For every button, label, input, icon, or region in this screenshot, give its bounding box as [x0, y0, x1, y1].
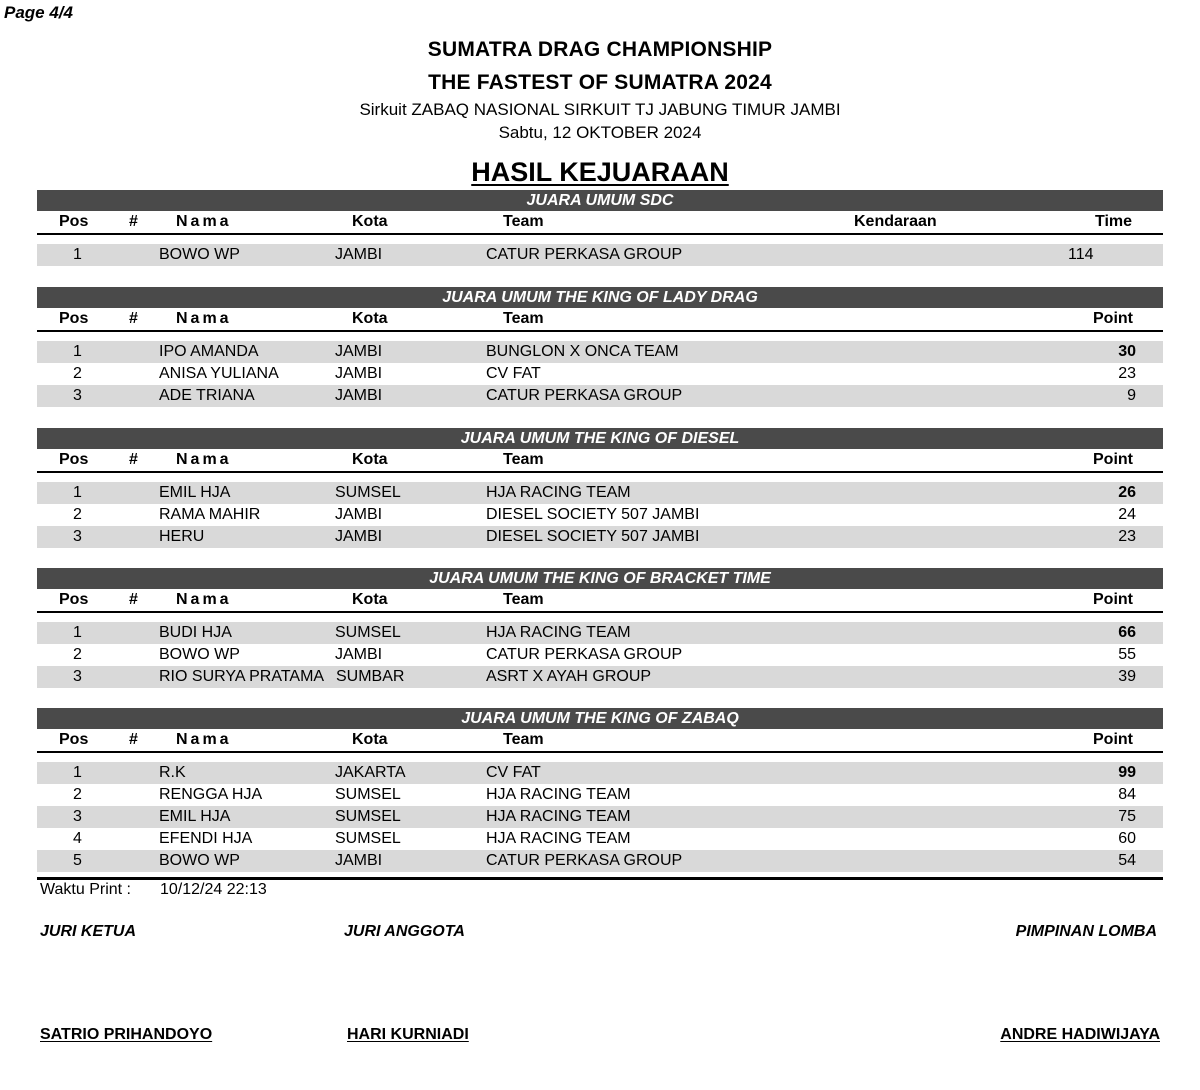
row-nama: BOWO WP	[159, 852, 240, 869]
row-point: 30	[1118, 343, 1136, 360]
section-title: JUARA UMUM THE KING OF DIESEL	[37, 428, 1163, 449]
section-juara-umum-sdc	[37, 190, 1163, 266]
row-kota: SUMSEL	[335, 786, 401, 803]
section-title: JUARA UMUM THE KING OF ZABAQ	[37, 708, 1163, 729]
event-date: Sabtu, 12 OKTOBER 2024	[498, 123, 702, 142]
table-row: 5 BOWO WP JAMBI CATUR PERKASA GROUP 54	[37, 850, 1163, 872]
section-bracket-time	[37, 568, 1163, 688]
row-kota: SUMSEL	[335, 830, 401, 847]
col-pos: Pos	[59, 310, 89, 327]
col-kota: Kota	[352, 213, 388, 230]
table-row: 3 HERU JAMBI DIESEL SOCIETY 507 JAMBI 23	[37, 526, 1163, 548]
row-kota: JAMBI	[335, 365, 383, 382]
row-team: CATUR PERKASA GROUP	[486, 852, 683, 869]
col-hash: #	[129, 213, 138, 230]
col-point: Point	[1093, 591, 1133, 608]
row-point: 23	[1118, 365, 1136, 382]
row-nama: EFENDI HJA	[159, 830, 253, 847]
row-team: CATUR PERKASA GROUP	[486, 246, 683, 263]
row-team: HJA RACING TEAM	[486, 830, 631, 847]
section-title: JUARA UMUM THE KING OF LADY DRAG	[37, 287, 1163, 308]
row-time: 114	[1068, 246, 1094, 263]
col-point: Point	[1093, 310, 1133, 327]
col-hash: #	[129, 731, 138, 748]
row-nama: RAMA MAHIR	[159, 506, 261, 523]
row-nama: R.K	[159, 764, 186, 781]
section-lady-drag	[37, 287, 1163, 407]
column-header	[37, 449, 1163, 473]
row-team: DIESEL SOCIETY 507 JAMBI	[486, 506, 700, 523]
table-row: 3 EMIL HJA SUMSEL HJA RACING TEAM 75	[37, 806, 1163, 828]
signatory-juri-anggota: HARI KURNIADI	[347, 1026, 469, 1043]
col-nama: Nama	[176, 310, 232, 327]
row-team: CV FAT	[486, 365, 541, 382]
table-row: 1 EMIL HJA SUMSEL HJA RACING TEAM 26	[37, 482, 1163, 504]
col-kota: Kota	[352, 731, 388, 748]
col-pos: Pos	[59, 591, 89, 608]
row-point: 26	[1118, 484, 1136, 501]
table-row: 2 ANISA YULIANA JAMBI CV FAT 23	[37, 363, 1163, 385]
row-kota: SUMSEL	[335, 808, 401, 825]
col-team: Team	[503, 451, 544, 468]
row-nama: BOWO WP	[159, 246, 240, 263]
row-team: HJA RACING TEAM	[486, 786, 631, 803]
col-pos: Pos	[59, 731, 89, 748]
row-kota: JAMBI	[335, 852, 383, 869]
row-nama: BUDI HJA	[159, 624, 232, 641]
row-nama: ADE TRIANA	[159, 387, 255, 404]
table-row: 2 RENGGA HJA SUMSEL HJA RACING TEAM 84	[37, 784, 1163, 806]
section-title: JUARA UMUM SDC	[37, 190, 1163, 211]
signatory-pimpinan-lomba: ANDRE HADIWIJAYA	[1000, 1026, 1160, 1043]
col-kota: Kota	[352, 310, 388, 327]
event-subtitle: THE FASTEST OF SUMATRA 2024	[428, 71, 772, 94]
row-point: 99	[1118, 764, 1136, 781]
col-team: Team	[503, 310, 544, 327]
col-team: Team	[503, 591, 544, 608]
table-row: 1 BOWO WP JAMBI CATUR PERKASA GROUP 114	[37, 244, 1163, 266]
row-kota: JAMBI	[335, 506, 383, 523]
row-team: ASRT X AYAH GROUP	[486, 668, 652, 685]
row-kota: JAMBI	[335, 246, 383, 263]
row-nama: HERU	[159, 528, 205, 545]
row-kota: JAMBI	[335, 528, 383, 545]
col-nama: Nama	[176, 213, 232, 230]
col-hash: #	[129, 451, 138, 468]
column-header	[37, 589, 1163, 613]
col-time: Time	[1095, 213, 1133, 230]
role-juri-ketua: JURI KETUA	[40, 923, 137, 940]
section-zabaq	[37, 708, 1163, 872]
row-nama: BOWO WP	[159, 646, 240, 663]
role-pimpinan-lomba: PIMPINAN LOMBA	[1015, 923, 1157, 940]
row-point: 54	[1118, 852, 1136, 869]
circuit-name: Sirkuit ZABAQ NASIONAL SIRKUIT TJ JABUNG TIMUR JAMBI	[359, 100, 841, 119]
row-point: 60	[1118, 830, 1136, 847]
row-team: CATUR PERKASA GROUP	[486, 646, 683, 663]
section-title: JUARA UMUM THE KING OF BRACKET TIME	[37, 568, 1163, 589]
row-point: 66	[1118, 624, 1136, 641]
signatory-juri-ketua: SATRIO PRIHANDOYO	[40, 1026, 213, 1043]
row-kota: JAMBI	[335, 343, 383, 360]
row-nama: IPO AMANDA	[159, 343, 259, 360]
row-nama: ANISA YULIANA	[159, 365, 279, 382]
row-point: 75	[1118, 808, 1136, 825]
col-kota: Kota	[352, 591, 388, 608]
row-point: 9	[1127, 387, 1136, 404]
col-nama: Nama	[176, 451, 232, 468]
row-team: BUNGLON X ONCA TEAM	[486, 343, 679, 360]
table-row: 1 BUDI HJA SUMSEL HJA RACING TEAM 66	[37, 622, 1163, 644]
row-kota: SUMBAR	[336, 668, 405, 685]
section-diesel	[37, 428, 1163, 548]
col-pos: Pos	[59, 451, 89, 468]
column-header	[37, 729, 1163, 753]
row-nama: RIO SURYA PRATAMA	[159, 668, 325, 685]
table-row: 1 R.K JAKARTA CV FAT 99	[37, 762, 1163, 784]
col-hash: #	[129, 310, 138, 327]
row-point: 24	[1118, 506, 1136, 523]
column-header	[37, 211, 1163, 235]
row-kota: SUMSEL	[335, 624, 401, 641]
row-kota: SUMSEL	[335, 484, 401, 501]
row-team: CATUR PERKASA GROUP	[486, 387, 683, 404]
table-row: 1 IPO AMANDA JAMBI BUNGLON X ONCA TEAM 30	[37, 341, 1163, 363]
row-point: 55	[1118, 646, 1136, 663]
event-title: SUMATRA DRAG CHAMPIONSHIP	[427, 38, 773, 61]
col-point: Point	[1093, 451, 1133, 468]
row-kota: JAMBI	[335, 646, 383, 663]
row-point: 84	[1118, 786, 1136, 803]
row-nama: EMIL HJA	[159, 484, 231, 501]
row-team: DIESEL SOCIETY 507 JAMBI	[486, 528, 700, 545]
row-team: HJA RACING TEAM	[486, 484, 631, 501]
table-row: 2 BOWO WP JAMBI CATUR PERKASA GROUP 55	[37, 644, 1163, 666]
column-header	[37, 308, 1163, 332]
row-team: HJA RACING TEAM	[486, 624, 631, 641]
table-row: 4 EFENDI HJA SUMSEL HJA RACING TEAM 60	[37, 828, 1163, 850]
footer-divider	[37, 877, 1163, 880]
row-nama: RENGGA HJA	[159, 786, 263, 803]
col-nama: Nama	[176, 731, 232, 748]
print-time: 10/12/24 22:13	[160, 881, 267, 898]
col-point: Point	[1093, 731, 1133, 748]
table-row: 3 RIO SURYA PRATAMA SUMBAR ASRT X AYAH GROUP 39	[37, 666, 1163, 688]
role-juri-anggota: JURI ANGGOTA	[344, 923, 465, 940]
col-pos: Pos	[59, 213, 89, 230]
row-team: CV FAT	[486, 764, 541, 781]
row-kota: JAKARTA	[335, 764, 406, 781]
page-number: Page 4/4	[4, 3, 73, 22]
table-row: 2 RAMA MAHIR JAMBI DIESEL SOCIETY 507 JAMBI 24	[37, 504, 1163, 526]
print-label: Waktu Print :	[40, 881, 131, 898]
row-point: 23	[1118, 528, 1136, 545]
col-hash: #	[129, 591, 138, 608]
col-nama: Nama	[176, 591, 232, 608]
row-point: 39	[1118, 668, 1136, 685]
row-nama: EMIL HJA	[159, 808, 231, 825]
table-row: 3 ADE TRIANA JAMBI CATUR PERKASA GROUP 9	[37, 385, 1163, 407]
col-team: Team	[503, 731, 544, 748]
col-team: Team	[503, 213, 544, 230]
col-kendaraan: Kendaraan	[854, 213, 937, 230]
row-team: HJA RACING TEAM	[486, 808, 631, 825]
row-kota: JAMBI	[335, 387, 383, 404]
result-title: HASIL KEJUARAAN	[471, 157, 729, 187]
col-kota: Kota	[352, 451, 388, 468]
